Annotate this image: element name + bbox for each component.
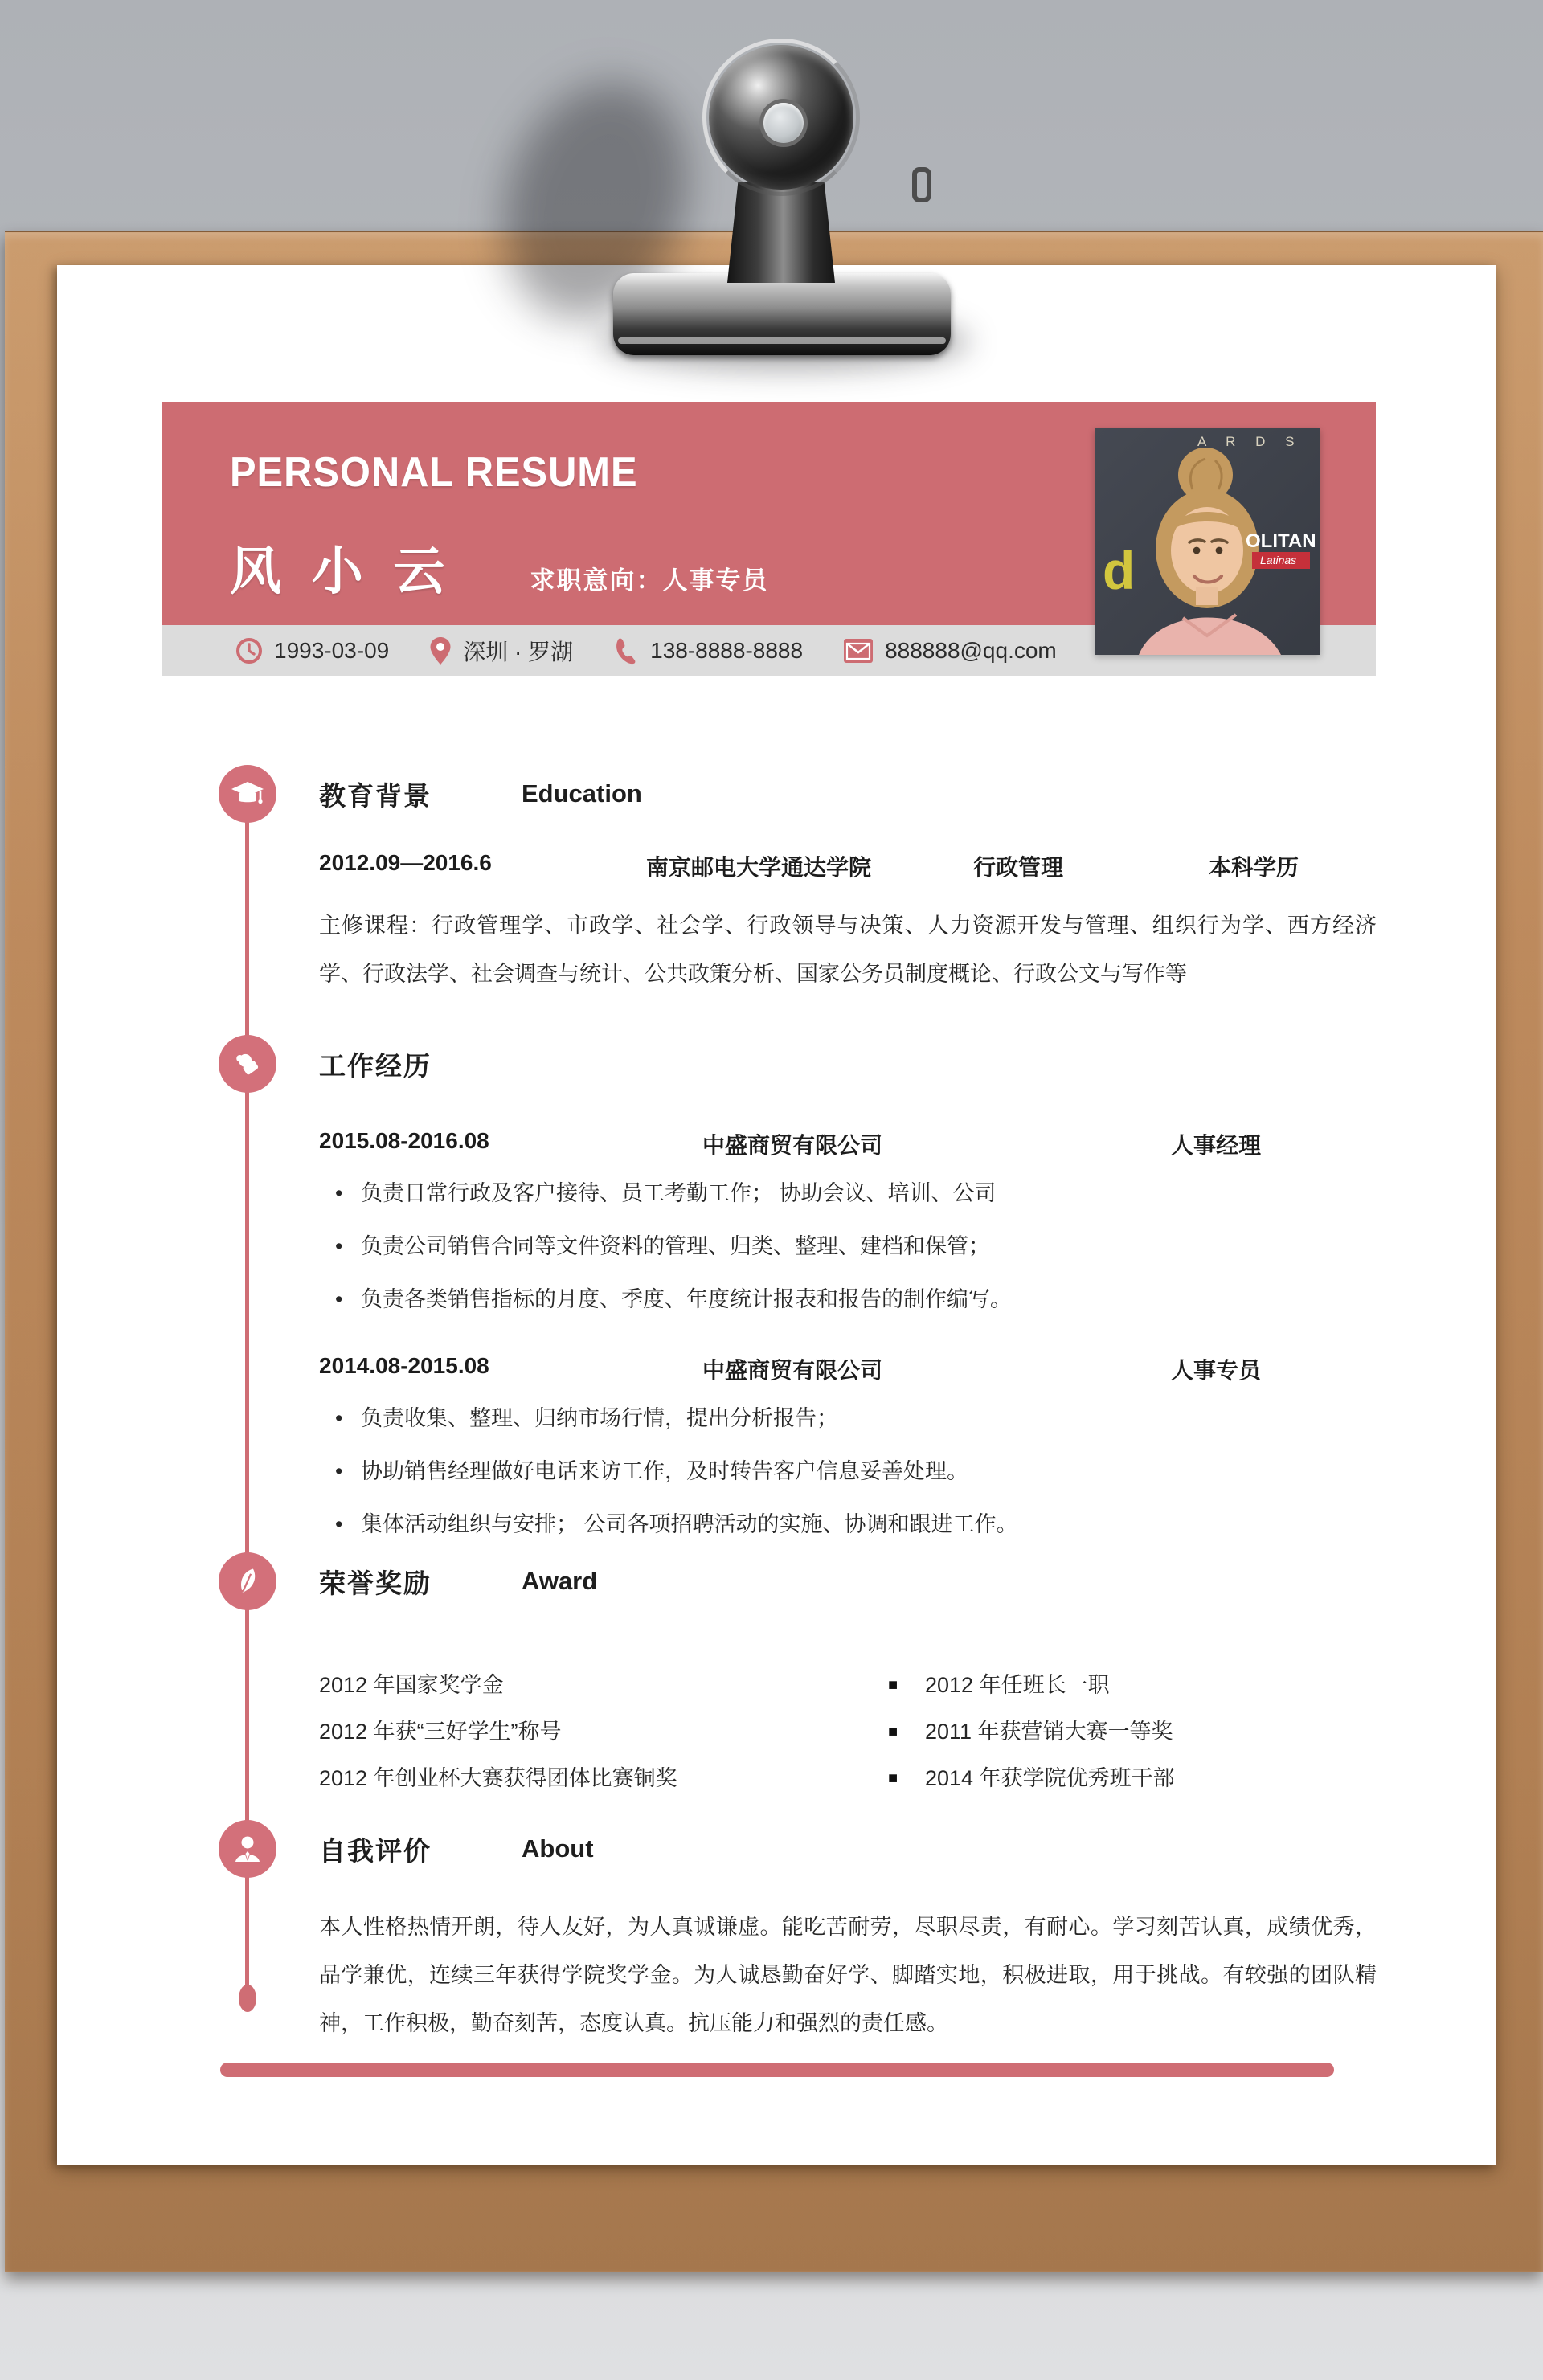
photo-badge-subtext: Latinas (1260, 554, 1297, 566)
job1-header-row (319, 1128, 1380, 1160)
clip-neck (727, 182, 835, 283)
awards-title-zh: 荣誉奖励 (319, 1568, 432, 1598)
about-text: 本人性格热情开朗，待人友好，为人真诚谦虚。能吃苦耐劳，尽职尽责，有耐心。学习刻苦认真，成绩优秀，品学兼优，连续三年获得学院奖学金。为人诚恳勤奋好学、脚踏实地，积极进取，用于挑战。有较强的团队精神，工作积极，勤奋刻苦，态度认真。抗压能力和强烈的责任感。 (319, 1915, 1377, 2035)
education-degree: 本科学历 (1209, 855, 1299, 880)
duty-item: • 集体活动组织与安排； 公司各项招聘活动的实施、协调和跟进工作。 (319, 1498, 1380, 1551)
clip-hole (763, 103, 804, 143)
job1-duties (319, 1167, 1380, 1326)
metal-clip (592, 32, 972, 362)
awards-list-right (888, 1662, 1175, 1801)
education-title-zh: 教育背景 (319, 780, 432, 811)
duty-item: • 负责各类销售指标的月度、季度、年度统计报表和报告的制作编写。 (319, 1273, 1380, 1326)
education-detail-row (319, 850, 1380, 882)
job1-period: 2015.08-2016.08 (319, 1128, 489, 1153)
pin-icon (429, 636, 452, 665)
footer-accent-bar (220, 2063, 1334, 2077)
about-title-en: About (522, 1834, 594, 1863)
education-major: 行政管理 (973, 855, 1064, 880)
awards-list-left (319, 1662, 677, 1801)
resume-label: PERSONAL RESUME (230, 449, 638, 496)
email-address: 888888@qq.com (885, 637, 1057, 663)
award-item: ■ 2012 年任班长一职 (888, 1662, 1175, 1708)
birth-item (235, 637, 389, 665)
mail-icon (843, 638, 874, 664)
about-title-zh: 自我评价 (319, 1835, 432, 1866)
photo-badge-text: OLITAN (1246, 530, 1316, 552)
awards-section-header (319, 1552, 598, 1610)
work-section-header (319, 1035, 432, 1093)
graduation-cap-icon (230, 778, 265, 810)
education-section-header (319, 765, 642, 823)
resume-paper (57, 265, 1496, 2165)
job1-role: 人事经理 (1171, 1133, 1262, 1158)
duty-item: • 负责日常行政及客户接待、员工考勤工作； 协助会议、培训、公司 (319, 1167, 1380, 1220)
awards-title-en: Award (522, 1567, 598, 1595)
duty-item: • 负责收集、整理、归纳市场行情，提出分析报告； (319, 1392, 1380, 1445)
phone-item (613, 637, 803, 665)
photo-bg-text: A R D S (1197, 434, 1303, 449)
phone-icon (613, 637, 639, 665)
candidate-name: 风 小 云 (230, 542, 453, 600)
job-objective: 求职意向：人事专员 (530, 566, 769, 595)
person-icon (231, 1833, 264, 1865)
award-item: 2012 年创业杯大赛获得团体比赛铜奖 (319, 1766, 677, 1790)
clip-base (613, 273, 951, 355)
clock-icon (235, 637, 263, 665)
duty-item: • 协助销售经理做好电话来访工作，及时转告客户信息妥善处理。 (319, 1445, 1380, 1498)
award-item: ■ 2011 年获营销大赛一等奖 (888, 1708, 1175, 1755)
about-section-icon (219, 1820, 276, 1878)
email-item (843, 638, 1057, 664)
duty-item: • 负责公司销售合同等文件资料的管理、归类、整理、建档和保管； (319, 1220, 1380, 1273)
phone-number: 138-8888-8888 (650, 637, 804, 663)
education-title-en: Education (522, 779, 642, 808)
work-section-icon (219, 1035, 276, 1093)
photo-side-text: d (1103, 541, 1136, 600)
job2-header-row (319, 1353, 1380, 1385)
education-period: 2012.09—2016.6 (319, 850, 492, 875)
job1-company: 中盛商贸有限公司 (702, 1133, 883, 1158)
job2-duties (319, 1392, 1380, 1551)
job2-role: 人事专员 (1171, 1358, 1262, 1383)
timeline-line (245, 779, 249, 1998)
timeline-end-dot (239, 1985, 256, 2012)
job2-company: 中盛商贸有限公司 (702, 1358, 883, 1383)
leaf-icon (231, 1565, 264, 1597)
clip-spring (912, 167, 931, 202)
location-item (429, 635, 573, 667)
location-text: 深圳 · 罗湖 (463, 639, 574, 665)
profile-photo (1095, 428, 1320, 655)
education-courses: 主修课程：行政管理学、市政学、社会学、行政领导与决策、人力资源开发与管理、组织行为学、西方经济学、行政法学、社会调查与统计、公共政策分析、国家公务员制度概论、行政公文与写作等 (319, 914, 1377, 986)
award-item: 2012 年获“三好学生”称号 (319, 1720, 562, 1744)
award-item: ■ 2014 年获学院优秀班干部 (888, 1755, 1175, 1801)
job2-period: 2014.08-2015.08 (319, 1353, 489, 1378)
awards-section-icon (219, 1552, 276, 1610)
award-item: 2012 年国家奖学金 (319, 1673, 504, 1697)
education-school: 南京邮电大学通达学院 (646, 855, 872, 880)
work-title-zh: 工作经历 (319, 1050, 432, 1081)
birth-date: 1993-03-09 (274, 637, 390, 663)
name-row (230, 530, 769, 604)
hand-icon (231, 1048, 264, 1080)
about-section-header (319, 1820, 594, 1878)
education-section-icon (219, 765, 276, 823)
